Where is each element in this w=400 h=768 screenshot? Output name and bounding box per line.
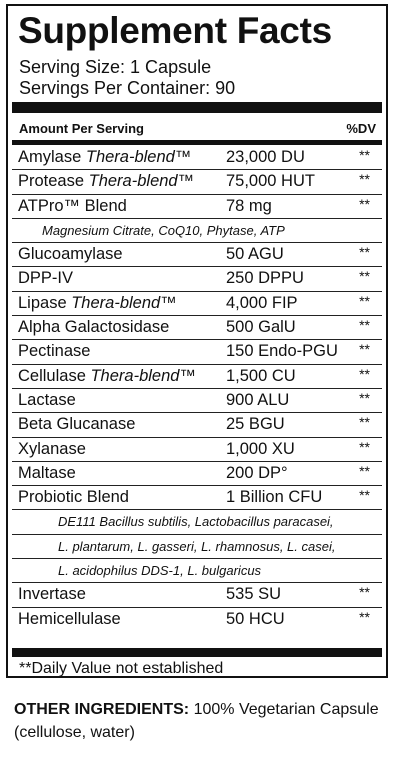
row-amount: 25 BGU [226, 415, 285, 434]
serving-size: Serving Size: 1 Capsule [19, 57, 212, 77]
row-name: Hemicellulase [18, 609, 121, 628]
row-name: Invertase [18, 585, 86, 604]
table-row [12, 486, 382, 510]
row-blend: Thera-blend™ [88, 172, 195, 191]
servings-per-container: Servings Per Container: 90 [19, 78, 236, 98]
sub-ingredients-text: DE111 Bacillus subtilis, Lactobacillus paracasei, [58, 514, 334, 530]
row-amount: 900 ALU [226, 390, 290, 409]
medium-divider [12, 140, 382, 145]
amount-per-serving-header: Amount Per Serving [19, 121, 144, 136]
probiotic-strains-line-2 [12, 535, 382, 559]
row-name: ATPro™ Blend [18, 196, 127, 215]
row-dv: ** [359, 171, 370, 188]
table-row [12, 438, 382, 462]
thick-divider-bottom [12, 648, 382, 657]
table-row [12, 146, 382, 170]
row-name: Xylanase [18, 439, 86, 458]
supplement-facts-panel [6, 4, 388, 678]
row-amount: 150 Endo-PGU [226, 342, 338, 361]
row-amount: 200 DP° [226, 463, 288, 482]
row-name: Probiotic Blend [18, 488, 129, 507]
table-row [12, 316, 382, 340]
row-amount: 50 HCU [226, 609, 285, 628]
row-blend: Thera-blend™ [85, 148, 192, 166]
row-dv: ** [359, 414, 370, 431]
sub-ingredients-text: L. plantarum, L. gasseri, L. rhamnosus, L. casei, [58, 538, 336, 554]
table-row [12, 292, 382, 316]
sub-ingredients-text: L. acidophilus DDS-1, L. bulgaricus [58, 563, 262, 579]
table-row [12, 462, 382, 486]
row-amount: 75,000 HUT [226, 172, 315, 191]
probiotic-strains-line-1 [12, 510, 382, 534]
table-row [12, 413, 382, 437]
row-dv: ** [359, 584, 370, 601]
row-dv: ** [359, 438, 370, 455]
table-row [12, 365, 382, 389]
row-amount: 1 Billion CFU [226, 488, 323, 507]
row-name: Lipase [18, 293, 72, 312]
probiotic-strains-line-3 [12, 559, 382, 583]
row-dv: ** [359, 317, 370, 334]
row-amount: 50 AGU [226, 245, 284, 264]
other-ingredients [14, 698, 394, 744]
table-row [12, 170, 382, 194]
row-dv: ** [359, 341, 370, 358]
other-ingredients-label: OTHER INGREDIENTS: [14, 701, 190, 718]
row-dv: ** [359, 365, 370, 382]
row-dv: ** [359, 195, 370, 212]
row-dv: ** [359, 462, 370, 479]
row-amount: 250 DPPU [226, 269, 304, 288]
table-row [12, 195, 382, 219]
row-amount: 535 SU [226, 585, 282, 604]
table-row [12, 583, 382, 607]
row-name: Beta Glucanase [18, 415, 136, 434]
table-row [12, 340, 382, 364]
table-row [12, 389, 382, 413]
table-row [12, 267, 382, 291]
row-dv: ** [359, 147, 370, 163]
row-name: DPP-IV [18, 269, 74, 288]
row-amount: 1,500 CU [226, 366, 296, 385]
row-dv: ** [359, 608, 370, 625]
dv-header: %DV [346, 121, 376, 136]
row-name: Protease [18, 172, 89, 191]
other-ingredients-text: 100% Vegetarian Capsule (cellulose, water) [14, 701, 379, 742]
row-blend: Thera-blend™ [71, 293, 177, 312]
nutrient-table [12, 146, 382, 632]
row-name: Amylase [18, 148, 86, 166]
row-dv: ** [359, 487, 370, 504]
row-amount: 4,000 FIP [226, 293, 298, 312]
row-name: Alpha Galactosidase [18, 318, 170, 337]
thick-divider-top [12, 102, 382, 113]
row-name: Pectinase [18, 342, 91, 361]
row-amount: 1,000 XU [226, 439, 295, 458]
row-name: Glucoamylase [18, 245, 123, 264]
atpro-ingredients [12, 219, 382, 243]
row-amount: 500 GalU [226, 318, 296, 337]
table-row [12, 243, 382, 267]
sub-ingredients-text: Magnesium Citrate, CoQ10, Phytase, ATP [42, 222, 285, 238]
row-dv: ** [359, 389, 370, 406]
table-row [12, 608, 382, 632]
footnote: **Daily Value not established [19, 660, 224, 677]
row-blend: Thera-blend™ [90, 366, 196, 385]
label-title: Supplement Facts [18, 10, 332, 51]
row-dv: ** [359, 292, 370, 309]
row-amount: 78 mg [226, 196, 272, 215]
row-dv: ** [359, 244, 370, 261]
row-dv: ** [359, 268, 370, 285]
row-name: Maltase [18, 463, 76, 482]
row-name: Cellulase [18, 366, 91, 385]
row-name: Lactase [18, 390, 76, 409]
row-amount: 23,000 DU [226, 148, 305, 166]
